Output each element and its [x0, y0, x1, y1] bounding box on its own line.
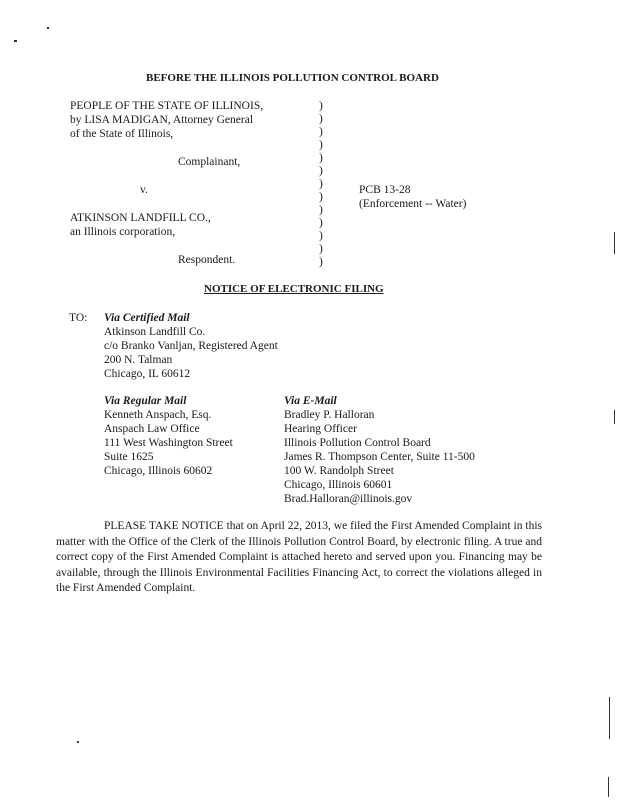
- paren: ): [319, 191, 323, 203]
- scan-edge-mark: [614, 410, 615, 424]
- email-address: Brad.Halloran@illinois.gov: [284, 493, 413, 505]
- paren: ): [319, 113, 323, 125]
- certified-line: Chicago, IL 60612: [104, 368, 191, 380]
- scan-speck: [14, 40, 17, 42]
- scan-edge-mark: [614, 232, 615, 254]
- paren: ): [319, 152, 323, 164]
- paren: ): [319, 256, 323, 268]
- scan-edge-mark: [609, 697, 610, 739]
- email-line: Hearing Officer: [284, 423, 357, 435]
- plaintiff-line: PEOPLE OF THE STATE OF ILLINOIS,: [70, 100, 264, 112]
- notice-paragraph: PLEASE TAKE NOTICE that on April 22, 2013, we filed the First Amended Complaint in this matter with the Office of the Clerk of the Illinois Pollution Control Board, by electronic filing. A true and correct copy of the First Amended Complaint is attached hereto and served upon you. Financing may be available, through the Illinois Environmental Facilities Financing Act, to correct the violations alleged in the First Amended Complaint.: [56, 520, 542, 594]
- scan-edge-mark: [608, 777, 609, 797]
- versus-label: v.: [140, 184, 148, 196]
- certified-line: Atkinson Landfill Co.: [104, 326, 206, 338]
- paren: ): [319, 126, 323, 138]
- regular-line: Anspach Law Office: [104, 423, 200, 435]
- certified-line: 200 N. Talman: [104, 354, 173, 366]
- paren: ): [319, 217, 323, 229]
- caption-parentheses: [319, 100, 331, 269]
- paren: ): [319, 204, 323, 216]
- paren: ): [319, 139, 323, 151]
- case-number: PCB 13-28: [359, 184, 411, 196]
- court-heading: BEFORE THE ILLINOIS POLLUTION CONTROL BOARD: [146, 72, 439, 84]
- regular-line: Kenneth Anspach, Esq.: [104, 409, 212, 421]
- defendant-line: an Illinois corporation,: [70, 226, 176, 238]
- paren: ): [319, 165, 323, 177]
- email-line: 100 W. Randolph Street: [284, 465, 394, 477]
- regular-line: Suite 1625: [104, 451, 154, 463]
- email-line: James R. Thompson Center, Suite 11-500: [284, 451, 475, 463]
- plaintiff-line: of the State of Illinois,: [70, 128, 174, 140]
- scan-speck: [47, 27, 49, 29]
- scan-speck: [77, 741, 79, 743]
- email-line: Illinois Pollution Control Board: [284, 437, 431, 449]
- to-label: TO:: [69, 312, 88, 324]
- regular-line: Chicago, Illinois 60602: [104, 465, 213, 477]
- paren: ): [319, 100, 323, 112]
- paren: ): [319, 178, 323, 190]
- notice-title: NOTICE OF ELECTRONIC FILING: [204, 283, 384, 295]
- email-line: Chicago, Illinois 60601: [284, 479, 393, 491]
- email-heading: Via E-Mail: [284, 395, 337, 407]
- case-type: (Enforcement -- Water): [359, 198, 467, 210]
- certified-line: c/o Branko Vanljan, Registered Agent: [104, 340, 278, 352]
- regular-line: 111 West Washington Street: [104, 437, 233, 449]
- paren: ): [319, 230, 323, 242]
- email-line: Bradley P. Halloran: [284, 409, 375, 421]
- complainant-label: Complainant,: [178, 156, 241, 168]
- defendant-line: ATKINSON LANDFILL CO.,: [70, 212, 211, 224]
- paren: ): [319, 243, 323, 255]
- regular-mail-heading: Via Regular Mail: [104, 395, 187, 407]
- respondent-label: Respondent.: [178, 254, 236, 266]
- plaintiff-line: by LISA MADIGAN, Attorney General: [70, 114, 254, 126]
- certified-mail-heading: Via Certified Mail: [104, 312, 190, 324]
